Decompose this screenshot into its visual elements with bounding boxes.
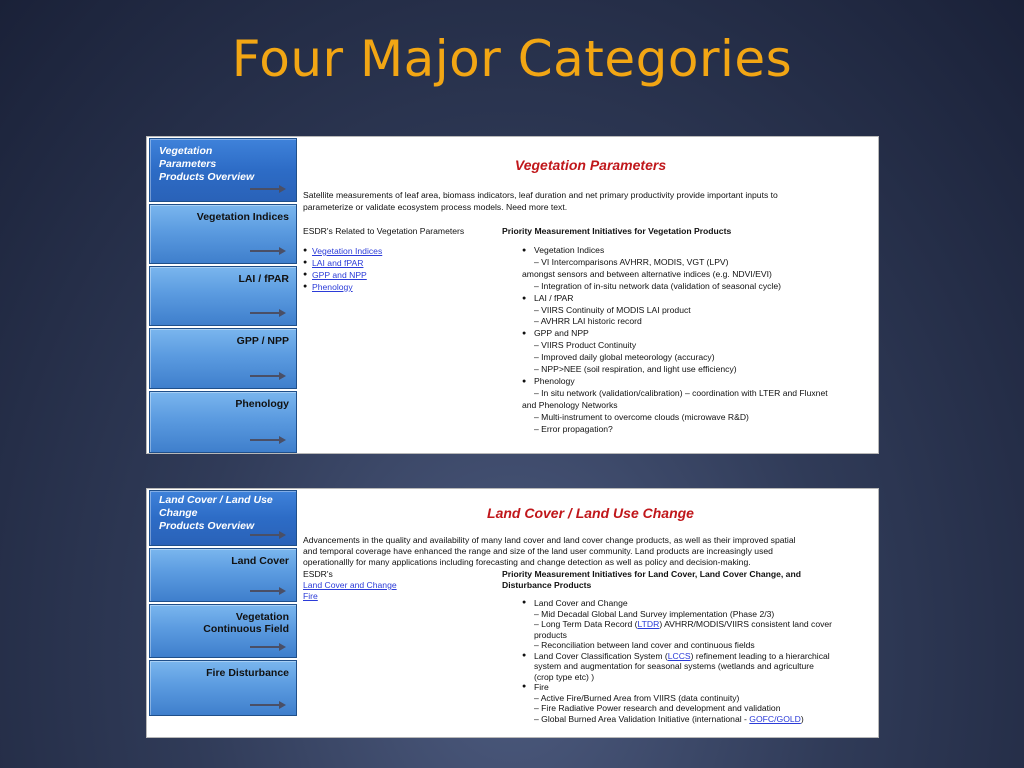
esdr-link-gpp-npp[interactable]: GPP and NPP: [312, 270, 367, 280]
land-cover-panel: [146, 488, 879, 738]
intro-text: and temporal coverage have enhanced the range and size of the land user community. Land products are increasingly used: [303, 546, 773, 556]
list-item: ● Vegetation Indices: [522, 245, 879, 257]
vegetation-sidenav: [149, 138, 299, 452]
vegetation-content: [303, 137, 878, 453]
slide-title: Four Major Categories: [231, 30, 793, 88]
land-cover-content: [303, 489, 878, 737]
list-item: – AVHRR LAI historic record: [534, 316, 642, 327]
list-item: products: [534, 629, 567, 640]
list-item: – VI Intercomparisons AVHRR, MODIS, VGT (LPV): [534, 256, 729, 267]
list-item: system and augmentation for seasonal systems (wetlands and agriculture: [534, 661, 814, 671]
priority-heading: Priority Measurement Initiatives for Vegetation Products: [502, 226, 732, 236]
nav-label: Land Cover / Land Use Change Products Overview: [159, 494, 273, 532]
nav-gpp-npp-button[interactable]: [149, 328, 297, 389]
intro-text: Advancements in the quality and availability of many land cover and land cover change products, as well as their improved spatial: [303, 535, 796, 545]
priority-list: [522, 598, 877, 724]
list-item: – Integration of in-situ network data (validation of seasonal cycle): [534, 280, 781, 291]
list-item: – VIIRS Continuity of MODIS LAI product: [534, 304, 691, 315]
esdr-link-land-cover-change[interactable]: Land Cover and Change: [303, 580, 397, 590]
esdr-link-lai-fpar[interactable]: LAI and fPAR: [312, 258, 364, 268]
list-item: – VIIRS Product Continuity: [534, 340, 637, 351]
ltdr-link[interactable]: LTDR: [637, 619, 660, 629]
esdr-link-phenology[interactable]: Phenology: [312, 282, 353, 292]
nav-label: Vegetation Continuous Field: [203, 611, 289, 635]
list-item: – Long Term Data Record (LTDR) AVHRR/MODIS/VIIRS consistent land cover: [534, 619, 833, 629]
arrow-right-icon: [250, 643, 286, 651]
gofc-gold-link[interactable]: GOFC/GOLD: [749, 713, 801, 724]
arrow-right-icon: [250, 372, 286, 380]
list-item: ● Fire: [522, 682, 877, 693]
list-item: – In situ network (validation/calibration) – coordination with LTER and Fluxnet: [534, 387, 828, 398]
list-item: – Global Burned Area Validation Initiative (international - GOFC/GOLD): [534, 713, 804, 724]
nav-label: LAI / fPAR: [238, 273, 289, 285]
esdr-heading: ESDR's: [303, 569, 333, 579]
list-item: (crop type etc) ): [534, 671, 595, 682]
arrow-right-icon: [250, 436, 286, 444]
land-cover-sidenav: [149, 490, 299, 736]
priority-heading: Disturbance Products: [502, 580, 592, 590]
list-item: and Phenology Networks: [522, 399, 618, 410]
esdr-link-list: [303, 590, 318, 602]
nav-vegetation-indices-button[interactable]: [149, 204, 297, 264]
list-item: amongst sensors and between alternative indices (e.g. NDVI/EVI): [522, 268, 772, 279]
intro-text: Satellite measurements of leaf area, biomass indicators, leaf duration and net primary productivity provide important inputs to: [303, 190, 778, 200]
vegetation-parameters-panel: [146, 136, 879, 454]
list-item: ● LAI / fPAR: [522, 293, 879, 305]
nav-label: GPP / NPP: [236, 335, 289, 347]
esdr-link-vegetation-indices[interactable]: Vegetation Indices: [312, 246, 383, 256]
list-item: – NPP>NEE (soil respiration, and light use efficiency): [534, 364, 737, 375]
list-item: ● GPP and NPP: [522, 328, 879, 340]
list-item: – Active Fire/Burned Area from VIIRS (data continuity): [534, 692, 740, 703]
esdr-link-list: [303, 245, 382, 293]
arrow-right-icon: [250, 701, 286, 709]
esdr-link-fire[interactable]: Fire: [303, 591, 318, 601]
list-item: ● Phenology: [522, 376, 879, 388]
nav-phenology-button[interactable]: [149, 391, 297, 453]
lccs-link[interactable]: LCCS: [667, 650, 691, 661]
arrow-right-icon: [250, 587, 286, 595]
nav-label: Phenology: [235, 398, 289, 410]
arrow-right-icon: [250, 531, 286, 539]
arrow-right-icon: [250, 247, 286, 255]
nav-land-cover-overview-button[interactable]: [149, 490, 297, 546]
list-item: – Reconciliation between land cover and continuous fields: [534, 640, 755, 650]
nav-vegetation-overview-button[interactable]: [149, 138, 297, 202]
arrow-right-icon: [250, 309, 286, 317]
list-item: – Mid Decadal Global Land Survey implementation (Phase 2/3): [534, 608, 775, 619]
priority-list: [522, 245, 879, 436]
nav-fire-disturbance-button[interactable]: [149, 660, 297, 716]
intro-text: parameterize or validate ecosystem process models. Need more text.: [303, 202, 568, 212]
content-title: Vegetation Parameters: [514, 157, 667, 173]
list-item: ● Land Cover Classification System (LCCS) refinement leading to a hierarchical: [522, 651, 877, 662]
priority-heading: Priority Measurement Initiatives for Land Cover, Land Cover Change, and: [502, 569, 801, 579]
nav-label: Fire Disturbance: [206, 667, 289, 679]
nav-land-cover-button[interactable]: [149, 548, 297, 602]
list-item: – Error propagation?: [534, 423, 613, 434]
arrow-right-icon: [250, 185, 286, 193]
content-title: Land Cover / Land Use Change: [487, 505, 694, 521]
intro-text: operationallly for many applications including forecasting and change detection as well as policy and decision-making.: [303, 557, 751, 567]
list-item: – Improved daily global meteorology (accuracy): [534, 352, 715, 363]
list-item: – Fire Radiative Power research and development and validation: [534, 703, 781, 713]
nav-label: Vegetation Parameters Products Overview: [159, 145, 255, 183]
nav-label: Land Cover: [231, 555, 289, 567]
nav-label: Vegetation Indices: [196, 211, 289, 223]
list-item: ● Land Cover and Change: [522, 598, 877, 609]
nav-lai-fpar-button[interactable]: [149, 266, 297, 326]
esdr-heading: ESDR's Related to Vegetation Parameters: [303, 226, 465, 236]
list-item: – Multi-instrument to overcome clouds (microwave R&D): [534, 411, 749, 422]
nav-vegetation-continuous-field-button[interactable]: [149, 604, 297, 658]
